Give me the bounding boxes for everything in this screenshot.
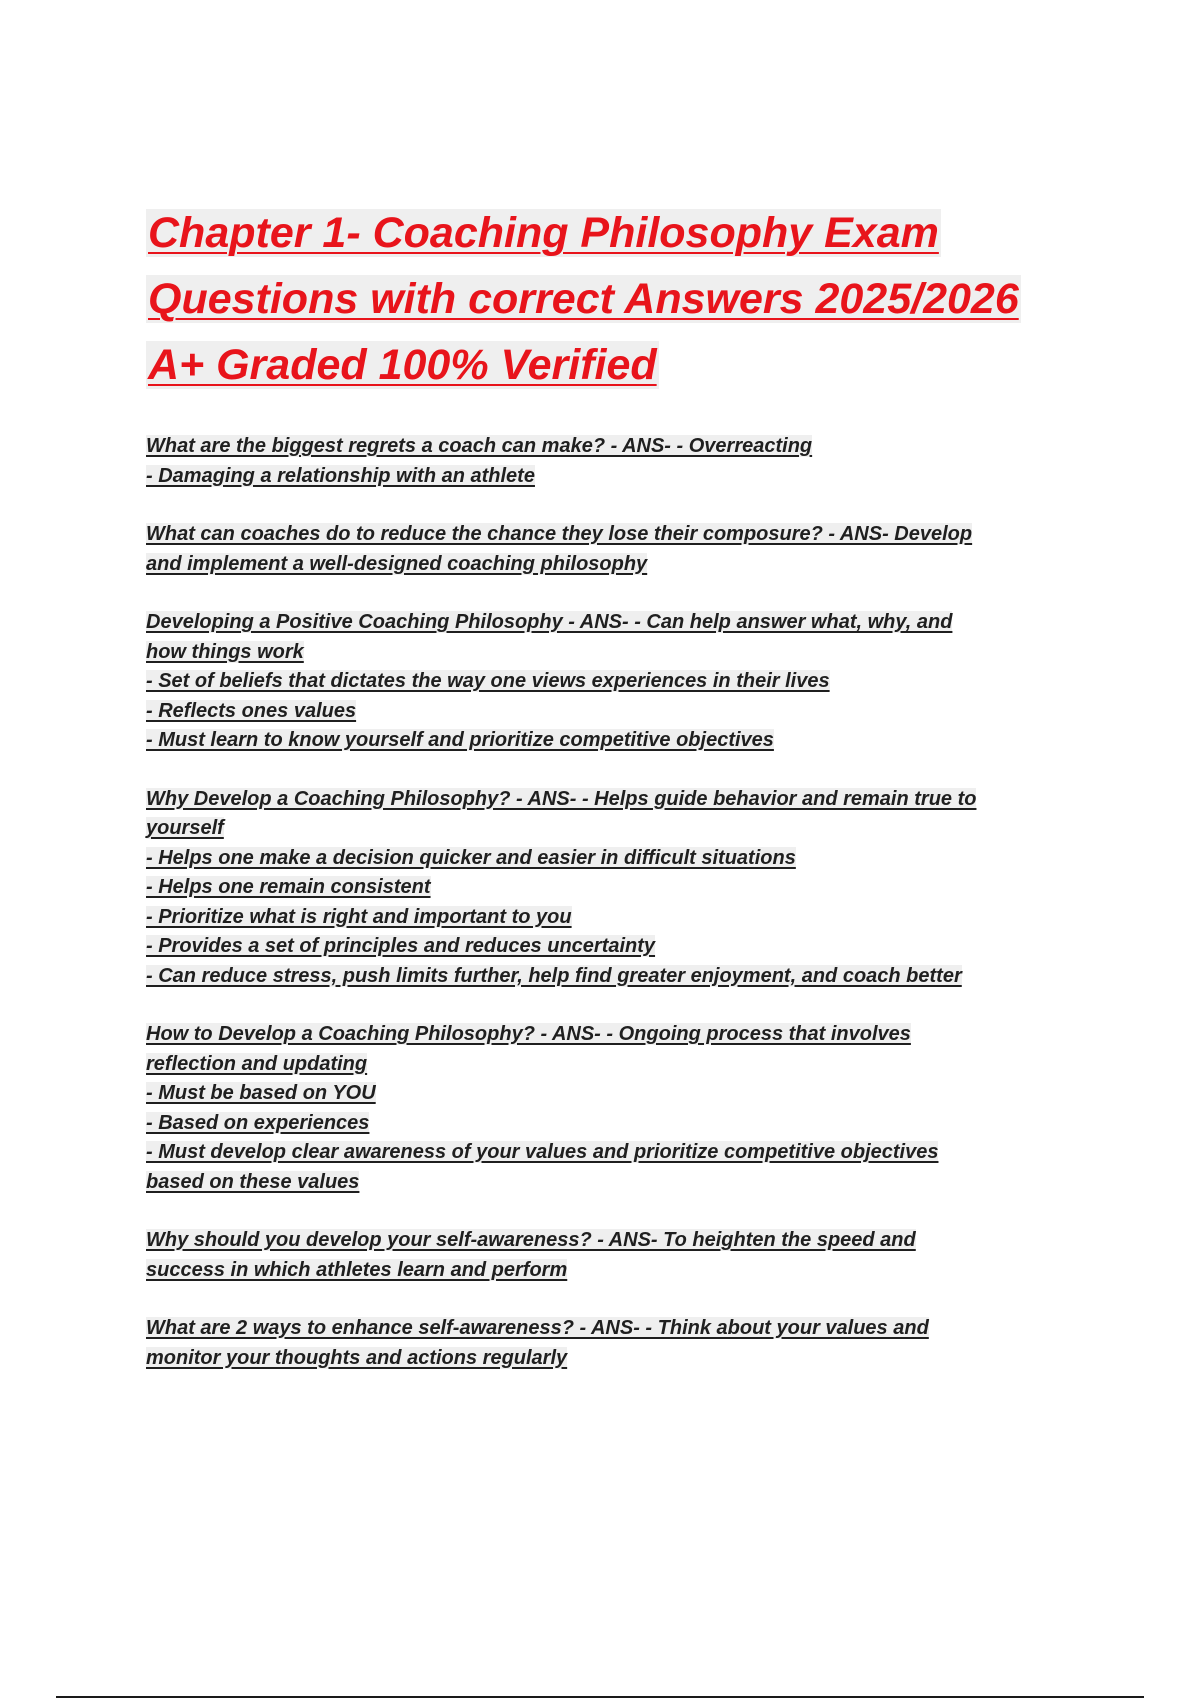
qa-line: Developing a Positive Coaching Philosophy - ANS- - Can help answer what, why, and bbox=[146, 611, 953, 633]
qa-line: monitor your thoughts and actions regularly bbox=[146, 1346, 568, 1369]
qa-line: - Must develop clear awareness of your values and prioritize competitive objectives bbox=[146, 1141, 939, 1163]
qa-line: - Helps one remain consistent bbox=[146, 876, 431, 898]
qa-entry bbox=[146, 785, 1086, 992]
qa-line: success in which athletes learn and perform bbox=[146, 1258, 568, 1281]
qa-line: Why Develop a Coaching Philosophy? - ANS- - Helps guide behavior and remain true to bbox=[146, 787, 977, 810]
qa-line: - Provides a set of principles and reduces uncertainty bbox=[146, 935, 656, 957]
qa-line: What are the biggest regrets a coach can make? - ANS- - Overreacting bbox=[146, 435, 813, 457]
qa-list bbox=[146, 432, 1086, 1402]
qa-entry bbox=[146, 432, 1086, 491]
qa-entry bbox=[146, 1020, 1086, 1197]
page-divider bbox=[56, 1696, 1144, 1698]
qa-line: What are 2 ways to enhance self-awareness? - ANS- - Think about your values and bbox=[146, 1317, 929, 1339]
qa-entry bbox=[146, 608, 1086, 756]
qa-line: yourself bbox=[146, 817, 224, 839]
qa-line: - Reflects ones values bbox=[146, 699, 357, 722]
qa-line: - Damaging a relationship with an athlete bbox=[146, 464, 535, 487]
qa-line: What can coaches do to reduce the chance they lose their composure? - ANS- Develop bbox=[146, 523, 973, 545]
qa-entry bbox=[146, 520, 1086, 579]
qa-entry bbox=[146, 1226, 1086, 1285]
qa-line: - Based on experiences bbox=[146, 1111, 370, 1134]
qa-line: based on these values bbox=[146, 1170, 360, 1193]
title-line: Questions with correct Answers 2025/2026 bbox=[148, 275, 1019, 323]
qa-line: how things work bbox=[146, 640, 304, 663]
title-line: A+ Graded 100% Verified bbox=[148, 341, 657, 389]
qa-line: and implement a well-designed coaching philosophy bbox=[146, 552, 648, 575]
qa-line: - Prioritize what is right and important to you bbox=[146, 905, 572, 928]
document-title bbox=[146, 200, 1106, 398]
qa-line: - Can reduce stress, push limits further, help find greater enjoyment, and coach better bbox=[146, 964, 962, 987]
qa-entry bbox=[146, 1314, 1086, 1373]
qa-line: - Helps one make a decision quicker and easier in difficult situations bbox=[146, 846, 796, 869]
qa-line: reflection and updating bbox=[146, 1052, 368, 1075]
qa-line: - Must learn to know yourself and prioritize competitive objectives bbox=[146, 729, 774, 751]
qa-line: - Set of beliefs that dictates the way one views experiences in their lives bbox=[146, 670, 830, 692]
title-line: Chapter 1- Coaching Philosophy Exam bbox=[148, 209, 939, 257]
qa-line: - Must be based on YOU bbox=[146, 1082, 376, 1104]
qa-line: Why should you develop your self-awareness? - ANS- To heighten the speed and bbox=[146, 1229, 916, 1251]
qa-line: How to Develop a Coaching Philosophy? - ANS- - Ongoing process that involves bbox=[146, 1023, 911, 1045]
